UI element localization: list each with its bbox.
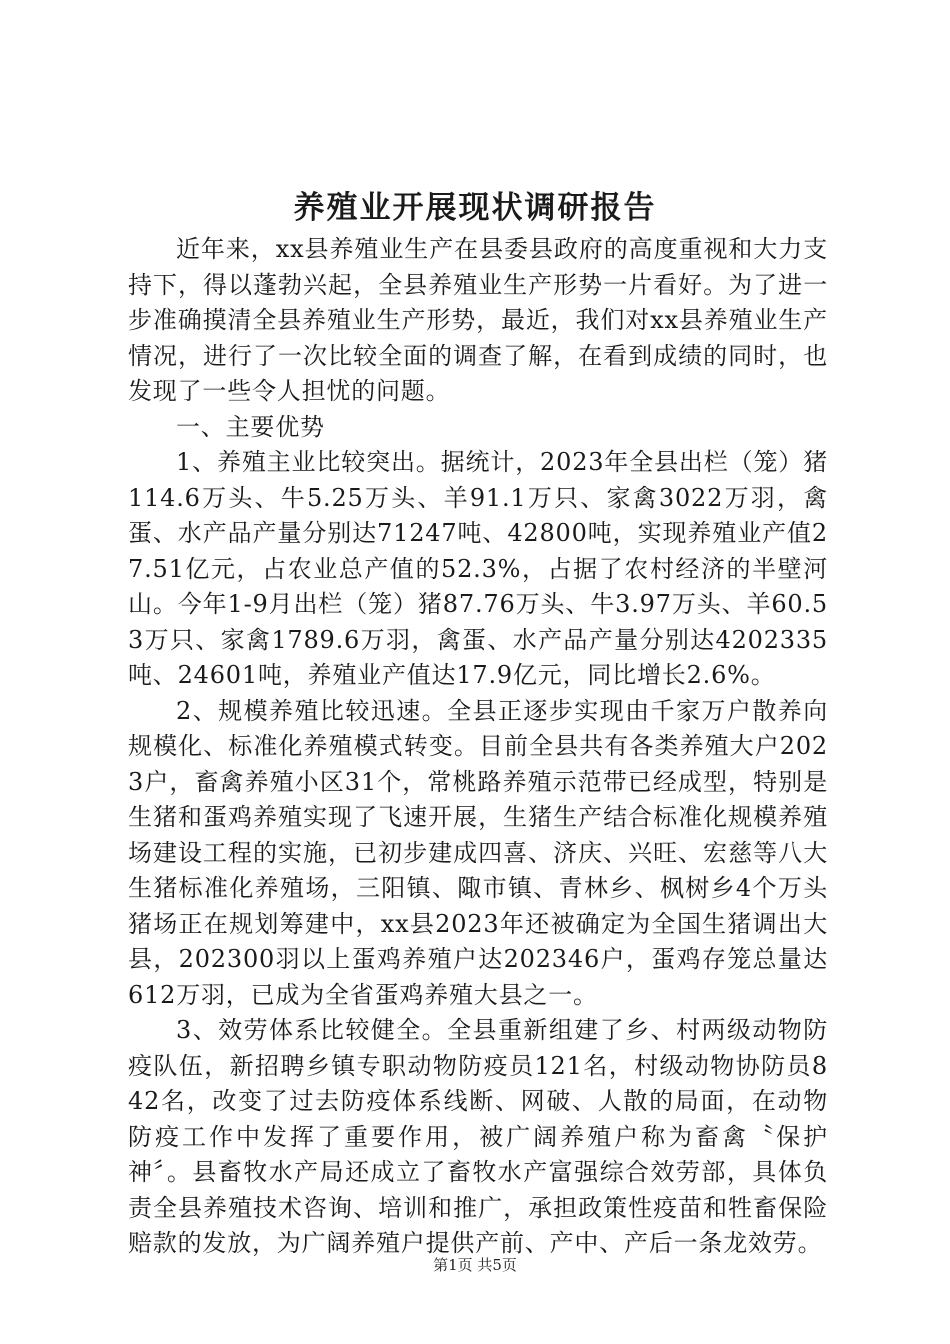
document-title: 养殖业开展现状调研报告 [293, 190, 657, 226]
document-body [128, 232, 828, 1262]
page-footer: 第1页 共5页 [433, 1256, 517, 1274]
body-paragraph: 2、规模养殖比较迅速。全县正逐步实现由千家万户散养向规模化、标准化养殖模式转变。目前全县共有各类养殖大户2023户，畜禽养殖小区31个，常桃路养殖示范带已经成型，特别是生猪和蛋鸡养殖实现了飞速开展，生猪生产结合标准化规模养殖场建设工程的实施，已初步建成四喜、济庆、兴旺、宏慈等八大生猪标准化养殖场，三阳镇、陬市镇、青林乡、枫树乡4个万头猪场正在规划筹建中，xx县2023年还被确定为全国生猪调出大县，202300羽以上蛋鸡养殖户达202346户，蛋鸡存笼总量达612万羽，已成为全省蛋鸡养殖大县之一。 [128, 696, 828, 1009]
section-heading: 一、主要优势 [176, 412, 325, 441]
intro-paragraph: 近年来，xx县养殖业生产在县委县政府的高度重视和大力支持下，得以蓬勃兴起，全县养殖业生产形势一片看好。为了进一步准确摸清全县养殖业生产形势，最近，我们对xx县养殖业生产情况，进行了一次比较全面的调查了解，在看到成绩的同时，也发现了一些令人担忧的问题。 [128, 235, 828, 405]
body-paragraph: 3、效劳体系比较健全。全县重新组建了乡、村两级动物防疫队伍，新招聘乡镇专职动物防疫员121名，村级动物协防员842名，改变了过去防疫体系线断、网破、人散的局面，在动物防疫工作中发挥了重要作用，被广阔养殖户称为畜禽〝保护神〞。县畜牧水产局还成立了畜牧水产富强综合效劳部，具体负责全县养殖技术咨询、培训和推广，承担政策性疫苗和牲畜保险赔款的发放，为广阔养殖户提供产前、产中、产后一条龙效劳。 [128, 1016, 828, 1257]
body-paragraph: 1、养殖主业比较突出。据统计，2023年全县出栏（笼）猪114.6万头、牛5.25万头、羊91.1万只、家禽3022万羽，禽蛋、水产品产量分别达71247吨、42800吨，实现养殖业产值27.51亿元，占农业总产值的52.3%，占据了农村经济的半壁河山。今年1-9月出栏（笼）猪87.76万头、牛3.97万头、羊60.53万只、家禽1789.6万羽，禽蛋、水产品产量分别达4202335吨、24601吨，养殖业产值达17.9亿元，同比增长2.6%。 [128, 448, 828, 689]
